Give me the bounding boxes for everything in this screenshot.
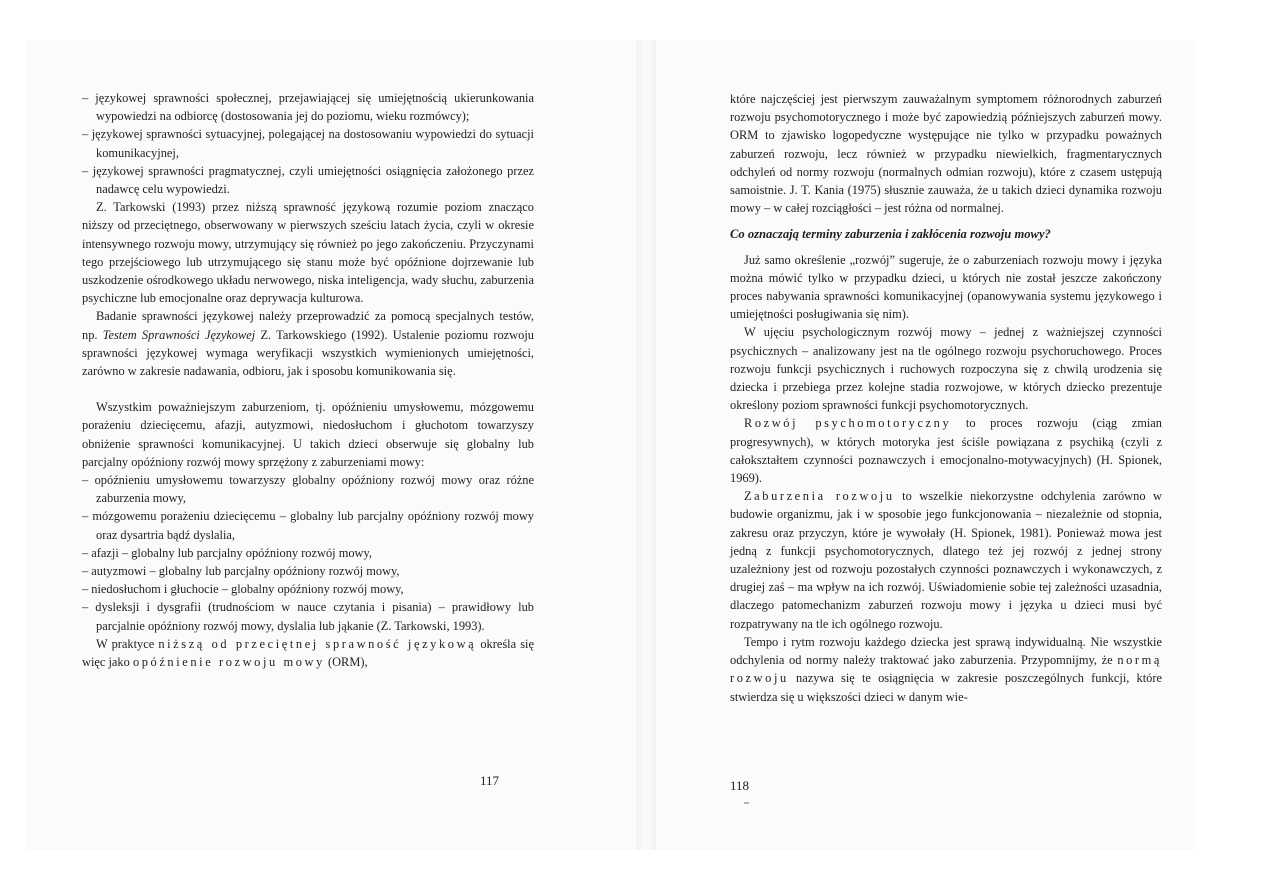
- paragraph-text: to wszelkie niekorzystne odchylenia zarówno w budowie organizmu, jak i w sposobie jego funkcjonowania – niezależnie od stopnia, zakresu oraz przyczyn, które je wywołały (H. Spionek, 1981). Ponieważ mowa jest jedną z funkcji psychomotorycznych, dlatego też jej rozwój z jednej strony uzależniony jest od rozwoju pozostałych czynności poznawczych i wykonawczych, z drugiej zaś – ma wpływ na ich rozwój. Uświadomienie sobie tej zależności uzasadnia, dlaczego patomechanizm zaburzeń rozwoju mowy i języka u dzieci musi być rozpatrywany na tle ich ogólnego rozwoju.: [730, 489, 1162, 631]
- list-item: – afazji – globalny lub parcjalny opóźniony rozwój mowy,: [82, 545, 372, 560]
- paragraph: [730, 414, 1162, 487]
- paragraph-text: (ORM),: [327, 655, 368, 670]
- section-heading: Co oznaczają terminy zaburzenia i zakłócenia rozwoju mowy?: [730, 227, 1051, 242]
- right-text-column: [730, 90, 1162, 706]
- paragraph: które najczęściej jest pierwszym zauważalnym symptomem różnorodnych zaburzeń rozwoju psychomotorycznego i może być zapowiedzią późniejszych zaburzeń mowy. ORM to zjawisko logopedyczne występujące nie tylko w przypadku poważnych zaburzeń rozwoju, lecz również w przypadku niewielkich, fragmentarycznych odchyleń od normy rozwoju (normalnych odmian rozwoju), które z czasem ustępują samoistnie. J. T. Kania (1975) słusznie zauważa, że u takich dzieci dynamika rozwoju mowy – w całej rozciągłości – jest różna od normalnej.: [730, 92, 1162, 216]
- book-gutter: [636, 40, 656, 850]
- paragraph-text: Tempo i rytm rozwoju każdego dziecka jest sprawą indywidualną. Nie wszystkie odchylenia od normy należy traktować jako zaburzenia. Przypomnijmy, że: [730, 634, 1162, 668]
- page-number: 118: [730, 778, 750, 793]
- test-title: Testem Sprawności Językowej: [102, 327, 256, 342]
- paragraph: Już samo określenie „rozwój” sugeruje, że o zaburzeniach rozwoju mowy i języka można mówić tylko w przypadku dzieci, u których nie został jeszcze zakończony proces nabywania sprawności komunikacyjnej (opanowywania systemu językowego i umiejętności posługiwania się nim).: [730, 252, 1162, 322]
- paragraph: [82, 307, 534, 380]
- list-item: – mózgowemu porażeniu dziecięcemu – globalny lub parcjalny opóźniony rozwój mowy oraz dysartria bądź dyslalia,: [82, 509, 534, 542]
- paragraph-text: Z. Tarkowskiego (1992). Ustalenie poziomu rozwoju sprawności językowej wymaga weryfikacji wszystkich wymienionych umiejętności, zarówno w zakresie nadawania, odbioru, jak i sposobu komunikowania się.: [82, 327, 534, 379]
- left-page: [26, 40, 636, 850]
- paragraph: [730, 633, 1162, 706]
- paragraph-text: W praktyce: [96, 636, 155, 651]
- paragraph-text: określa się więc jako: [82, 636, 534, 670]
- list-item: – autyzmowi – globalny lub parcjalny opóźniony rozwój mowy,: [82, 564, 400, 579]
- paragraph: Z. Tarkowski (1993) przez niższą sprawność językową rozumie poziom znacząco niższy od przeciętnego, obserwowany w pierwszych sześciu latach życia, czyli w okresie intensywnego rozwoju mowy, utrzymujący się również po jego zakończeniu. Przyczynami tego przejściowego lub utrzymującego się stanu może być opóźnione dojrzewanie lub uszkodzenie ośrodkowego układu nerwowego, niska inteligencja, wady słuchu, zaburzenia psychiczne lub emocjonalne oraz deprywacja kulturowa.: [82, 200, 534, 306]
- list-item: – niedosłuchom i głuchocie – globalny opóźniony rozwój mowy,: [82, 582, 404, 597]
- list-item: – językowej sprawności sytuacyjnej, polegającej na dostosowaniu wypowiedzi do sytuacji komunikacyjnej,: [82, 127, 534, 160]
- paragraph-text: nazywa się te osiągnięcia w zakresie poszczególnych funkcji, które stwierdza się u większości dzieci w danym wie-: [730, 671, 1162, 704]
- paragraph-text: to proces rozwoju (ciąg zmian progresywnych), w których motoryka jest ściśle powiązana z psychiką (czyli z całokształtem czynności poznawczych i emocjonalno-motywacyjnych) (H. Spionek, 1969).: [730, 416, 1162, 486]
- paragraph: [730, 487, 1162, 633]
- spaced-term: opóźnienie rozwoju mowy: [132, 655, 325, 670]
- paragraph: W ujęciu psychologicznym rozwój mowy – jednej z ważniejszej czynności psychicznych – analizowany jest na tle ogólnego rozwoju psychoruchowego. Proces rozwoju funkcji psychicznych i ruchowych rozpoczyna się z chwilą urodzenia się dziecka i przebiega przez kolejne stadia rozwojowe, w których dziecko prezentuje określony poziom sprawności funkcji psychomotorycznych.: [730, 325, 1162, 413]
- paragraph: Wszystkim poważniejszym zaburzeniom, tj. opóźnieniu umysłowemu, mózgowemu porażeniu dziecięcemu, afazji, autyzmowi, niedosłuchom i głuchotom towarzyszy obniżenie sprawności komunikacyjnej. U takich dzieci obserwuje się globalny lub parcjalny opóźniony rozwój mowy sprzężony z zaburzeniami mowy:: [82, 400, 534, 469]
- list-item: – opóźnieniu umysłowemu towarzyszy globalny opóźniony rozwój mowy oraz różne zaburzenia mowy,: [82, 473, 534, 506]
- scan-mark: [744, 802, 749, 804]
- paragraph-text: Badanie sprawności językowej należy przeprowadzić za pomocą specjalnych testów, np.: [82, 309, 534, 342]
- spaced-term: normą rozwoju: [730, 653, 1162, 686]
- list-item: – dysleksji i dysgrafii (trudnościom w nauce czytania i pisania) – prawidłowy lub parcjalnie opóźniony rozwój mowy, dyslalia lub jąkanie (Z. Tarkowski, 1993).: [82, 600, 534, 633]
- left-text-column: [82, 89, 534, 671]
- list-item: – językowej sprawności pragmatycznej, czyli umiejętności osiągnięcia założonego przez nadawcę celu wypowiedzi.: [82, 163, 534, 197]
- spaced-term: Zaburzenia rozwoju: [744, 489, 895, 504]
- spacer: [82, 380, 534, 398]
- page-number: 117: [480, 773, 500, 788]
- spaced-term: Rozwój psychomotoryczny: [744, 416, 952, 431]
- spaced-term: niższą od przeciętnej sprawność językową: [158, 636, 477, 651]
- right-page: [656, 40, 1196, 850]
- paragraph: [82, 635, 534, 671]
- list-item: – językowej sprawności społecznej, przejawiającej się umiejętnością ukierunkowania wypowiedzi na odbiorcę (dostosowania jej do poziomu, wieku rozmówcy);: [82, 91, 534, 124]
